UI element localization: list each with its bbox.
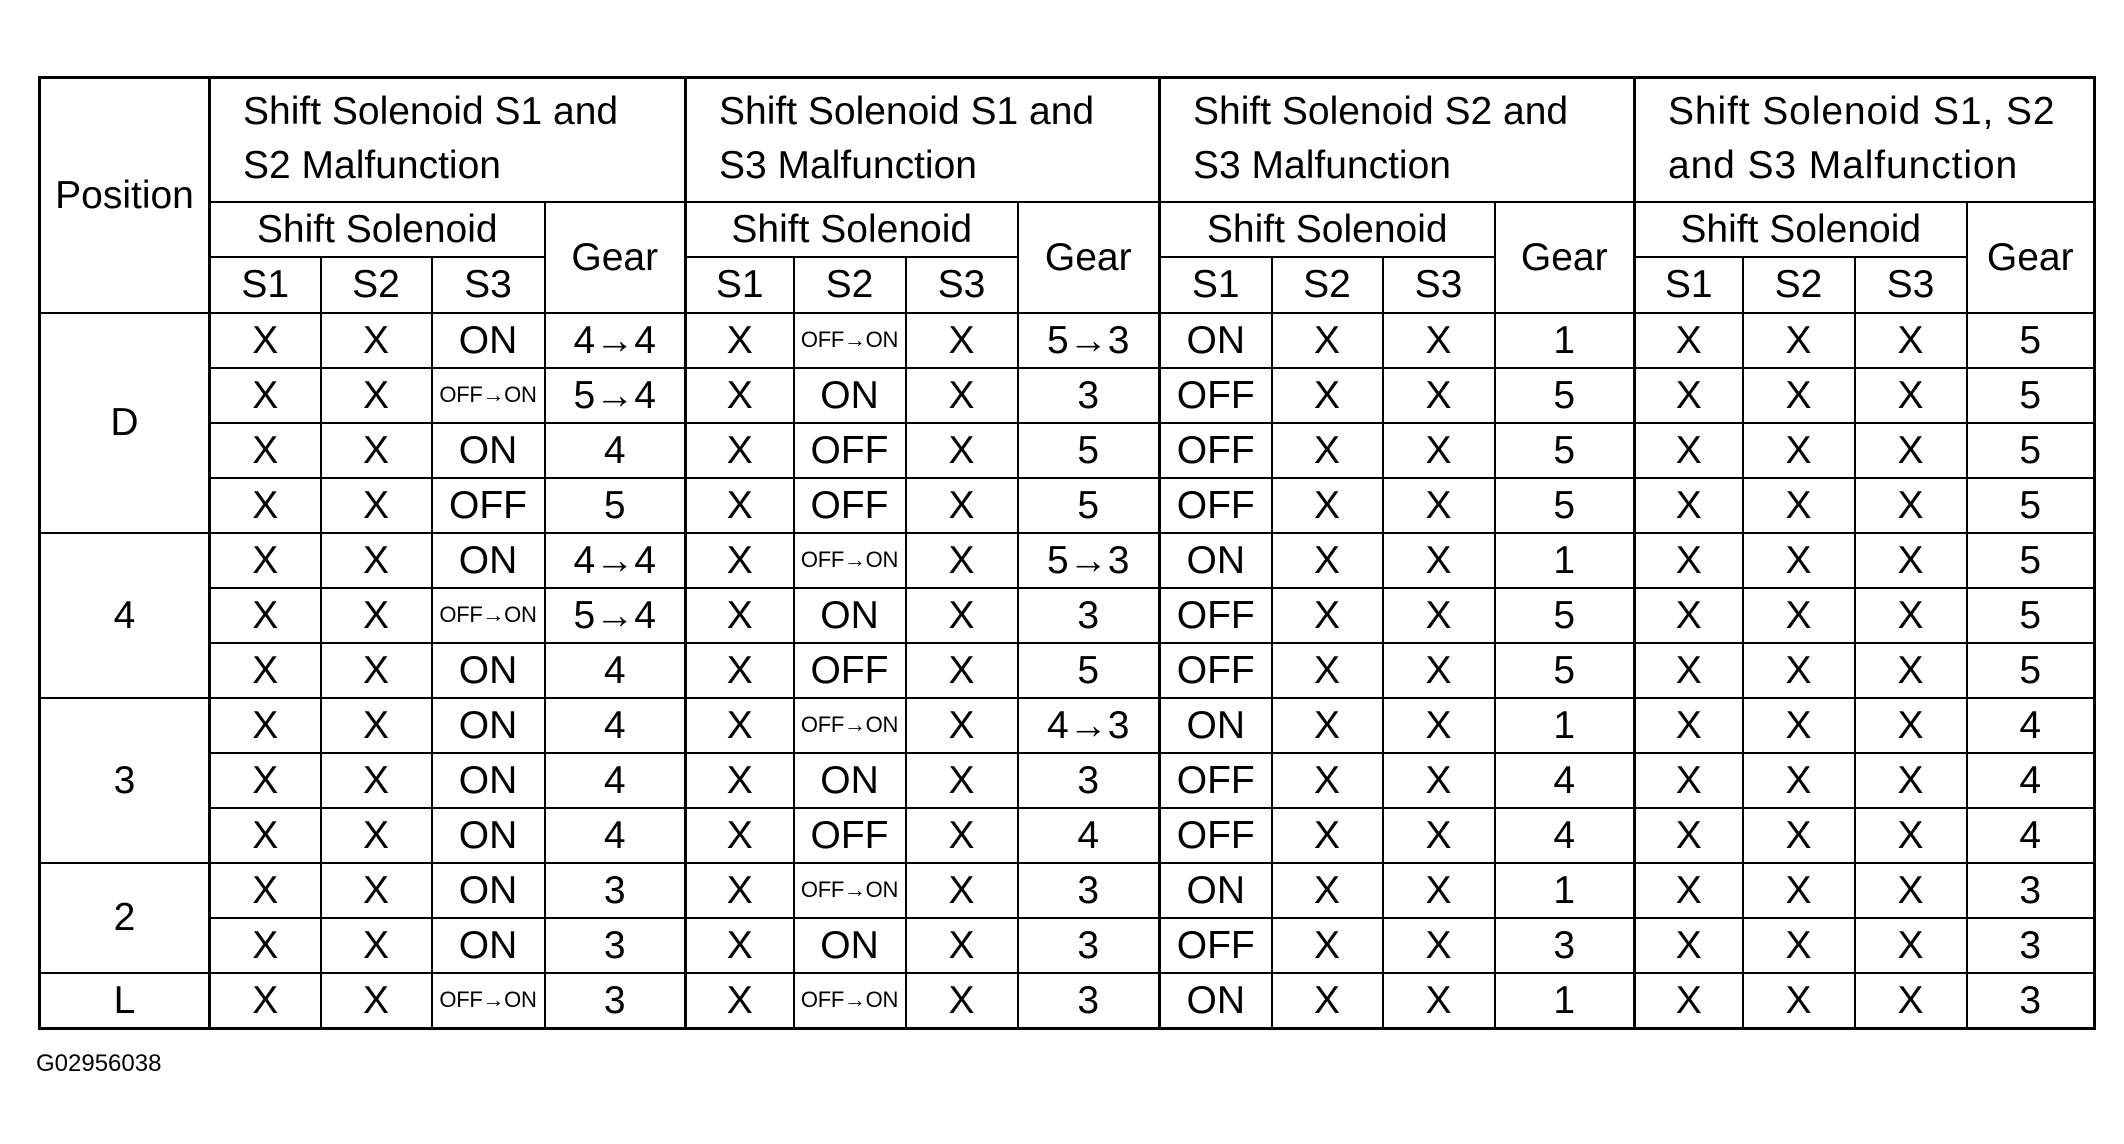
position-header: Position bbox=[40, 78, 210, 313]
cell-s1-s3-s3: X bbox=[906, 478, 1018, 533]
cell-s1-s2-gear: 3 bbox=[545, 973, 686, 1029]
cell-s1-s2-s1: X bbox=[210, 918, 321, 973]
cell-s2-s3-s1: ON bbox=[1160, 533, 1272, 588]
cell-s1-s3-s2: OFF bbox=[794, 423, 906, 478]
table-row bbox=[40, 423, 2095, 478]
s1-header: S1 bbox=[1635, 257, 1743, 313]
cell-s1-s2-s3-s1: X bbox=[1635, 588, 1743, 643]
cell-s1-s3-s2: OFF→ON bbox=[794, 863, 906, 918]
cell-s1-s2-s1: X bbox=[210, 588, 321, 643]
table-row bbox=[40, 588, 2095, 643]
cell-s1-s2-s3-s1: X bbox=[1635, 973, 1743, 1029]
group-header-s1-s3: Shift Solenoid S1 and S3 Malfunction bbox=[686, 78, 1160, 202]
s3-header: S3 bbox=[432, 257, 545, 313]
cell-s1-s2-s3: ON bbox=[432, 423, 545, 478]
cell-s2-s3-s3: X bbox=[1383, 423, 1495, 478]
cell-s2-s3-s2: X bbox=[1272, 423, 1383, 478]
cell-s1-s2-s2: X bbox=[321, 368, 432, 423]
cell-s1-s2-s3-s3: X bbox=[1855, 368, 1967, 423]
cell-s1-s2-s3: OFF→ON bbox=[432, 973, 545, 1029]
cell-s2-s3-s3: X bbox=[1383, 478, 1495, 533]
cell-s1-s2-s3: ON bbox=[432, 533, 545, 588]
cell-s1-s2-s2: X bbox=[321, 973, 432, 1029]
cell-s1-s3-s3: X bbox=[906, 918, 1018, 973]
cell-s1-s2-s2: X bbox=[321, 478, 432, 533]
cell-s1-s2-s3-s3: X bbox=[1855, 643, 1967, 698]
cell-s1-s2-s2: X bbox=[321, 643, 432, 698]
cell-s2-s3-s3: X bbox=[1383, 753, 1495, 808]
cell-s1-s2-s3-gear: 5 bbox=[1967, 643, 2095, 698]
cell-s1-s2-s2: X bbox=[321, 313, 432, 368]
cell-s1-s2-s3-s1: X bbox=[1635, 478, 1743, 533]
shift-solenoid-subheader: Shift Solenoid bbox=[686, 202, 1018, 257]
cell-s1-s3-s1: X bbox=[686, 313, 794, 368]
cell-s1-s2-s3-gear: 4 bbox=[1967, 698, 2095, 753]
cell-s1-s2-gear: 3 bbox=[545, 918, 686, 973]
cell-s1-s2-s3-s2: X bbox=[1743, 478, 1855, 533]
cell-s1-s2-gear: 4 bbox=[545, 753, 686, 808]
cell-s1-s2-s1: X bbox=[210, 808, 321, 863]
cell-s1-s3-s3: X bbox=[906, 973, 1018, 1029]
cell-s1-s2-s3-s1: X bbox=[1635, 808, 1743, 863]
cell-s1-s2-s1: X bbox=[210, 973, 321, 1029]
s2-header: S2 bbox=[1272, 257, 1383, 313]
cell-s2-s3-s2: X bbox=[1272, 533, 1383, 588]
table-body bbox=[40, 313, 2095, 1029]
cell-s2-s3-s1: OFF bbox=[1160, 588, 1272, 643]
gear-header: Gear bbox=[545, 202, 686, 313]
cell-s1-s2-s1: X bbox=[210, 478, 321, 533]
table-row bbox=[40, 698, 2095, 753]
cell-s1-s2-gear: 5→4 bbox=[545, 368, 686, 423]
cell-s1-s2-s3-s3: X bbox=[1855, 478, 1967, 533]
s2-header: S2 bbox=[1743, 257, 1855, 313]
cell-s1-s2-s3: OFF→ON bbox=[432, 368, 545, 423]
cell-s2-s3-s1: OFF bbox=[1160, 643, 1272, 698]
cell-s1-s2-s3-s1: X bbox=[1635, 643, 1743, 698]
cell-s1-s3-s3: X bbox=[906, 423, 1018, 478]
cell-s1-s2-s3-gear: 5 bbox=[1967, 588, 2095, 643]
cell-s1-s3-s1: X bbox=[686, 643, 794, 698]
cell-s2-s3-s1: ON bbox=[1160, 973, 1272, 1029]
position-cell: 4 bbox=[40, 533, 210, 698]
cell-s2-s3-s3: X bbox=[1383, 533, 1495, 588]
cell-s1-s2-s3-s2: X bbox=[1743, 918, 1855, 973]
cell-s2-s3-gear: 5 bbox=[1495, 478, 1635, 533]
cell-s1-s3-s2: ON bbox=[794, 918, 906, 973]
cell-s1-s3-s2: ON bbox=[794, 368, 906, 423]
cell-s1-s3-s3: X bbox=[906, 533, 1018, 588]
group-header-s1-s2-s3: Shift Solenoid S1, S2 and S3 Malfunction bbox=[1635, 78, 2095, 202]
cell-s2-s3-s3: X bbox=[1383, 918, 1495, 973]
cell-s2-s3-s1: ON bbox=[1160, 313, 1272, 368]
cell-s1-s2-s3-s2: X bbox=[1743, 533, 1855, 588]
cell-s1-s2-s3-s3: X bbox=[1855, 918, 1967, 973]
table-row bbox=[40, 313, 2095, 368]
cell-s1-s2-s3-s2: X bbox=[1743, 863, 1855, 918]
cell-s1-s3-gear: 5 bbox=[1018, 643, 1160, 698]
cell-s1-s3-gear: 3 bbox=[1018, 973, 1160, 1029]
cell-s2-s3-s2: X bbox=[1272, 313, 1383, 368]
cell-s1-s2-s3-s2: X bbox=[1743, 973, 1855, 1029]
cell-s1-s2-s1: X bbox=[210, 368, 321, 423]
cell-s1-s2-s3: ON bbox=[432, 753, 545, 808]
cell-s1-s2-s3-s1: X bbox=[1635, 313, 1743, 368]
cell-s1-s2-s3-s1: X bbox=[1635, 423, 1743, 478]
table-row bbox=[40, 478, 2095, 533]
cell-s2-s3-gear: 3 bbox=[1495, 918, 1635, 973]
cell-s1-s3-s2: OFF bbox=[794, 808, 906, 863]
cell-s1-s2-s1: X bbox=[210, 698, 321, 753]
cell-s1-s3-s2: ON bbox=[794, 588, 906, 643]
cell-s1-s3-s1: X bbox=[686, 368, 794, 423]
cell-s1-s2-s3-s2: X bbox=[1743, 808, 1855, 863]
cell-s1-s3-gear: 5→3 bbox=[1018, 313, 1160, 368]
cell-s1-s2-s1: X bbox=[210, 863, 321, 918]
cell-s1-s2-s3-s2: X bbox=[1743, 643, 1855, 698]
cell-s1-s3-s1: X bbox=[686, 753, 794, 808]
cell-s1-s3-s2: OFF→ON bbox=[794, 973, 906, 1029]
cell-s2-s3-s2: X bbox=[1272, 918, 1383, 973]
table-row bbox=[40, 808, 2095, 863]
cell-s1-s3-s1: X bbox=[686, 808, 794, 863]
cell-s2-s3-s1: OFF bbox=[1160, 368, 1272, 423]
cell-s1-s3-s1: X bbox=[686, 863, 794, 918]
cell-s1-s2-s2: X bbox=[321, 588, 432, 643]
cell-s1-s2-s3: ON bbox=[432, 643, 545, 698]
solenoid-malfunction-table bbox=[38, 76, 2096, 1030]
cell-s1-s3-s1: X bbox=[686, 698, 794, 753]
cell-s2-s3-gear: 4 bbox=[1495, 808, 1635, 863]
cell-s1-s2-s3-s3: X bbox=[1855, 808, 1967, 863]
cell-s1-s2-s3-s1: X bbox=[1635, 533, 1743, 588]
cell-s1-s2-s3-s1: X bbox=[1635, 753, 1743, 808]
cell-s1-s2-s3: ON bbox=[432, 313, 545, 368]
cell-s1-s2-s1: X bbox=[210, 753, 321, 808]
cell-s2-s3-s3: X bbox=[1383, 973, 1495, 1029]
cell-s1-s3-s2: ON bbox=[794, 753, 906, 808]
cell-s2-s3-s2: X bbox=[1272, 698, 1383, 753]
table-row bbox=[40, 643, 2095, 698]
cell-s1-s2-s3: ON bbox=[432, 698, 545, 753]
cell-s1-s2-s3: ON bbox=[432, 918, 545, 973]
s3-header: S3 bbox=[906, 257, 1018, 313]
s3-header: S3 bbox=[1383, 257, 1495, 313]
cell-s2-s3-s2: X bbox=[1272, 863, 1383, 918]
gear-header: Gear bbox=[1967, 202, 2095, 313]
cell-s1-s3-s2: OFF→ON bbox=[794, 313, 906, 368]
cell-s1-s2-s2: X bbox=[321, 753, 432, 808]
cell-s2-s3-s3: X bbox=[1383, 588, 1495, 643]
cell-s2-s3-gear: 1 bbox=[1495, 313, 1635, 368]
cell-s2-s3-s2: X bbox=[1272, 973, 1383, 1029]
cell-s1-s2-s3-s3: X bbox=[1855, 698, 1967, 753]
position-cell: 3 bbox=[40, 698, 210, 863]
cell-s1-s3-gear: 3 bbox=[1018, 863, 1160, 918]
cell-s1-s2-s3-s3: X bbox=[1855, 313, 1967, 368]
cell-s1-s3-s1: X bbox=[686, 478, 794, 533]
cell-s2-s3-gear: 5 bbox=[1495, 643, 1635, 698]
cell-s1-s3-s3: X bbox=[906, 313, 1018, 368]
cell-s1-s2-s3-s2: X bbox=[1743, 313, 1855, 368]
cell-s1-s3-gear: 5 bbox=[1018, 478, 1160, 533]
cell-s1-s2-s3-s2: X bbox=[1743, 423, 1855, 478]
cell-s2-s3-s3: X bbox=[1383, 863, 1495, 918]
cell-s1-s2-s2: X bbox=[321, 863, 432, 918]
s1-header: S1 bbox=[210, 257, 321, 313]
position-cell: D bbox=[40, 313, 210, 533]
cell-s1-s2-s2: X bbox=[321, 533, 432, 588]
cell-s1-s3-gear: 5 bbox=[1018, 423, 1160, 478]
cell-s1-s2-s3-s3: X bbox=[1855, 863, 1967, 918]
cell-s1-s2-s2: X bbox=[321, 423, 432, 478]
cell-s1-s3-s2: OFF→ON bbox=[794, 533, 906, 588]
cell-s1-s2-s3-gear: 3 bbox=[1967, 918, 2095, 973]
cell-s2-s3-s3: X bbox=[1383, 698, 1495, 753]
cell-s1-s3-s1: X bbox=[686, 423, 794, 478]
cell-s2-s3-gear: 5 bbox=[1495, 423, 1635, 478]
cell-s1-s2-s1: X bbox=[210, 423, 321, 478]
shift-solenoid-subheader: Shift Solenoid bbox=[210, 202, 545, 257]
cell-s2-s3-gear: 1 bbox=[1495, 533, 1635, 588]
cell-s1-s2-s3-s3: X bbox=[1855, 423, 1967, 478]
cell-s1-s3-gear: 3 bbox=[1018, 368, 1160, 423]
cell-s1-s2-s3-gear: 5 bbox=[1967, 423, 2095, 478]
cell-s2-s3-s1: OFF bbox=[1160, 423, 1272, 478]
cell-s1-s2-s3-gear: 4 bbox=[1967, 753, 2095, 808]
cell-s2-s3-s2: X bbox=[1272, 368, 1383, 423]
cell-s1-s2-s1: X bbox=[210, 533, 321, 588]
table-row bbox=[40, 918, 2095, 973]
cell-s1-s2-s3-gear: 5 bbox=[1967, 533, 2095, 588]
cell-s2-s3-s1: OFF bbox=[1160, 808, 1272, 863]
shift-solenoid-subheader: Shift Solenoid bbox=[1160, 202, 1495, 257]
table-row bbox=[40, 973, 2095, 1029]
cell-s1-s2-gear: 4→4 bbox=[545, 533, 686, 588]
cell-s1-s3-s3: X bbox=[906, 368, 1018, 423]
cell-s1-s2-gear: 4 bbox=[545, 698, 686, 753]
s2-header: S2 bbox=[794, 257, 906, 313]
cell-s1-s3-gear: 3 bbox=[1018, 753, 1160, 808]
table-row bbox=[40, 753, 2095, 808]
cell-s1-s3-s3: X bbox=[906, 588, 1018, 643]
s1-header: S1 bbox=[1160, 257, 1272, 313]
cell-s1-s3-s1: X bbox=[686, 973, 794, 1029]
cell-s1-s2-s3-s2: X bbox=[1743, 588, 1855, 643]
cell-s1-s3-gear: 3 bbox=[1018, 918, 1160, 973]
cell-s2-s3-s3: X bbox=[1383, 643, 1495, 698]
cell-s1-s2-s3-s3: X bbox=[1855, 588, 1967, 643]
cell-s1-s2-s3-s1: X bbox=[1635, 698, 1743, 753]
cell-s1-s3-gear: 4 bbox=[1018, 808, 1160, 863]
cell-s1-s2-s3-s2: X bbox=[1743, 698, 1855, 753]
cell-s1-s3-gear: 3 bbox=[1018, 588, 1160, 643]
cell-s2-s3-gear: 1 bbox=[1495, 698, 1635, 753]
cell-s1-s2-s3-gear: 3 bbox=[1967, 863, 2095, 918]
cell-s1-s2-gear: 5 bbox=[545, 478, 686, 533]
cell-s1-s3-s2: OFF bbox=[794, 478, 906, 533]
cell-s1-s2-gear: 3 bbox=[545, 863, 686, 918]
cell-s1-s2-s3-s3: X bbox=[1855, 973, 1967, 1029]
cell-s2-s3-s3: X bbox=[1383, 808, 1495, 863]
table-row bbox=[40, 533, 2095, 588]
cell-s1-s2-gear: 4 bbox=[545, 808, 686, 863]
gear-header: Gear bbox=[1495, 202, 1635, 313]
cell-s2-s3-s2: X bbox=[1272, 643, 1383, 698]
cell-s2-s3-s1: OFF bbox=[1160, 918, 1272, 973]
cell-s1-s3-s1: X bbox=[686, 588, 794, 643]
cell-s2-s3-s3: X bbox=[1383, 313, 1495, 368]
position-cell: L bbox=[40, 973, 210, 1029]
cell-s1-s2-s2: X bbox=[321, 808, 432, 863]
cell-s1-s2-s3-s3: X bbox=[1855, 533, 1967, 588]
cell-s1-s2-s3: OFF→ON bbox=[432, 588, 545, 643]
cell-s2-s3-s2: X bbox=[1272, 753, 1383, 808]
cell-s2-s3-gear: 1 bbox=[1495, 973, 1635, 1029]
cell-s2-s3-gear: 1 bbox=[1495, 863, 1635, 918]
cell-s1-s3-s1: X bbox=[686, 918, 794, 973]
cell-s1-s2-s3-s1: X bbox=[1635, 918, 1743, 973]
cell-s2-s3-s1: OFF bbox=[1160, 753, 1272, 808]
cell-s1-s3-s3: X bbox=[906, 643, 1018, 698]
cell-s1-s2-s3: ON bbox=[432, 863, 545, 918]
table-row bbox=[40, 368, 2095, 423]
cell-s1-s2-s2: X bbox=[321, 918, 432, 973]
cell-s1-s2-s3-gear: 3 bbox=[1967, 973, 2095, 1029]
shift-solenoid-subheader: Shift Solenoid bbox=[1635, 202, 1967, 257]
cell-s2-s3-s2: X bbox=[1272, 478, 1383, 533]
s3-header: S3 bbox=[1855, 257, 1967, 313]
solenoid-malfunction-table-container bbox=[38, 76, 2096, 1030]
cell-s1-s3-gear: 5→3 bbox=[1018, 533, 1160, 588]
cell-s1-s2-s3-s1: X bbox=[1635, 368, 1743, 423]
cell-s2-s3-s3: X bbox=[1383, 368, 1495, 423]
cell-s1-s3-s3: X bbox=[906, 808, 1018, 863]
cell-s1-s2-gear: 4 bbox=[545, 423, 686, 478]
cell-s1-s2-gear: 5→4 bbox=[545, 588, 686, 643]
cell-s1-s2-gear: 4 bbox=[545, 643, 686, 698]
cell-s1-s3-s3: X bbox=[906, 863, 1018, 918]
cell-s2-s3-gear: 5 bbox=[1495, 368, 1635, 423]
cell-s1-s2-s3-gear: 5 bbox=[1967, 478, 2095, 533]
cell-s1-s2-s1: X bbox=[210, 643, 321, 698]
s1-header: S1 bbox=[686, 257, 794, 313]
position-cell: 2 bbox=[40, 863, 210, 973]
cell-s1-s2-s3-s1: X bbox=[1635, 863, 1743, 918]
cell-s1-s2-s3-s2: X bbox=[1743, 753, 1855, 808]
cell-s1-s2-s1: X bbox=[210, 313, 321, 368]
cell-s2-s3-s2: X bbox=[1272, 808, 1383, 863]
cell-s1-s3-s2: OFF bbox=[794, 643, 906, 698]
cell-s1-s2-s3-s3: X bbox=[1855, 753, 1967, 808]
cell-s1-s2-s3-s2: X bbox=[1743, 368, 1855, 423]
cell-s1-s3-s3: X bbox=[906, 753, 1018, 808]
cell-s1-s2-s3: OFF bbox=[432, 478, 545, 533]
cell-s1-s3-s2: OFF→ON bbox=[794, 698, 906, 753]
cell-s1-s2-s3-gear: 5 bbox=[1967, 313, 2095, 368]
gear-header: Gear bbox=[1018, 202, 1160, 313]
cell-s2-s3-s1: ON bbox=[1160, 863, 1272, 918]
cell-s2-s3-s1: ON bbox=[1160, 698, 1272, 753]
cell-s1-s2-s3-gear: 4 bbox=[1967, 808, 2095, 863]
cell-s1-s2-gear: 4→4 bbox=[545, 313, 686, 368]
cell-s2-s3-gear: 4 bbox=[1495, 753, 1635, 808]
cell-s1-s3-gear: 4→3 bbox=[1018, 698, 1160, 753]
table-row bbox=[40, 863, 2095, 918]
figure-code: G02956038 bbox=[36, 1050, 162, 1077]
cell-s1-s3-s1: X bbox=[686, 533, 794, 588]
s2-header: S2 bbox=[321, 257, 432, 313]
cell-s2-s3-s2: X bbox=[1272, 588, 1383, 643]
cell-s2-s3-gear: 5 bbox=[1495, 588, 1635, 643]
cell-s1-s2-s2: X bbox=[321, 698, 432, 753]
group-header-s2-s3: Shift Solenoid S2 and S3 Malfunction bbox=[1160, 78, 1635, 202]
cell-s2-s3-s1: OFF bbox=[1160, 478, 1272, 533]
cell-s1-s2-s3: ON bbox=[432, 808, 545, 863]
cell-s1-s3-s3: X bbox=[906, 698, 1018, 753]
group-header-s1-s2: Shift Solenoid S1 and S2 Malfunction bbox=[210, 78, 686, 202]
cell-s1-s2-s3-gear: 5 bbox=[1967, 368, 2095, 423]
